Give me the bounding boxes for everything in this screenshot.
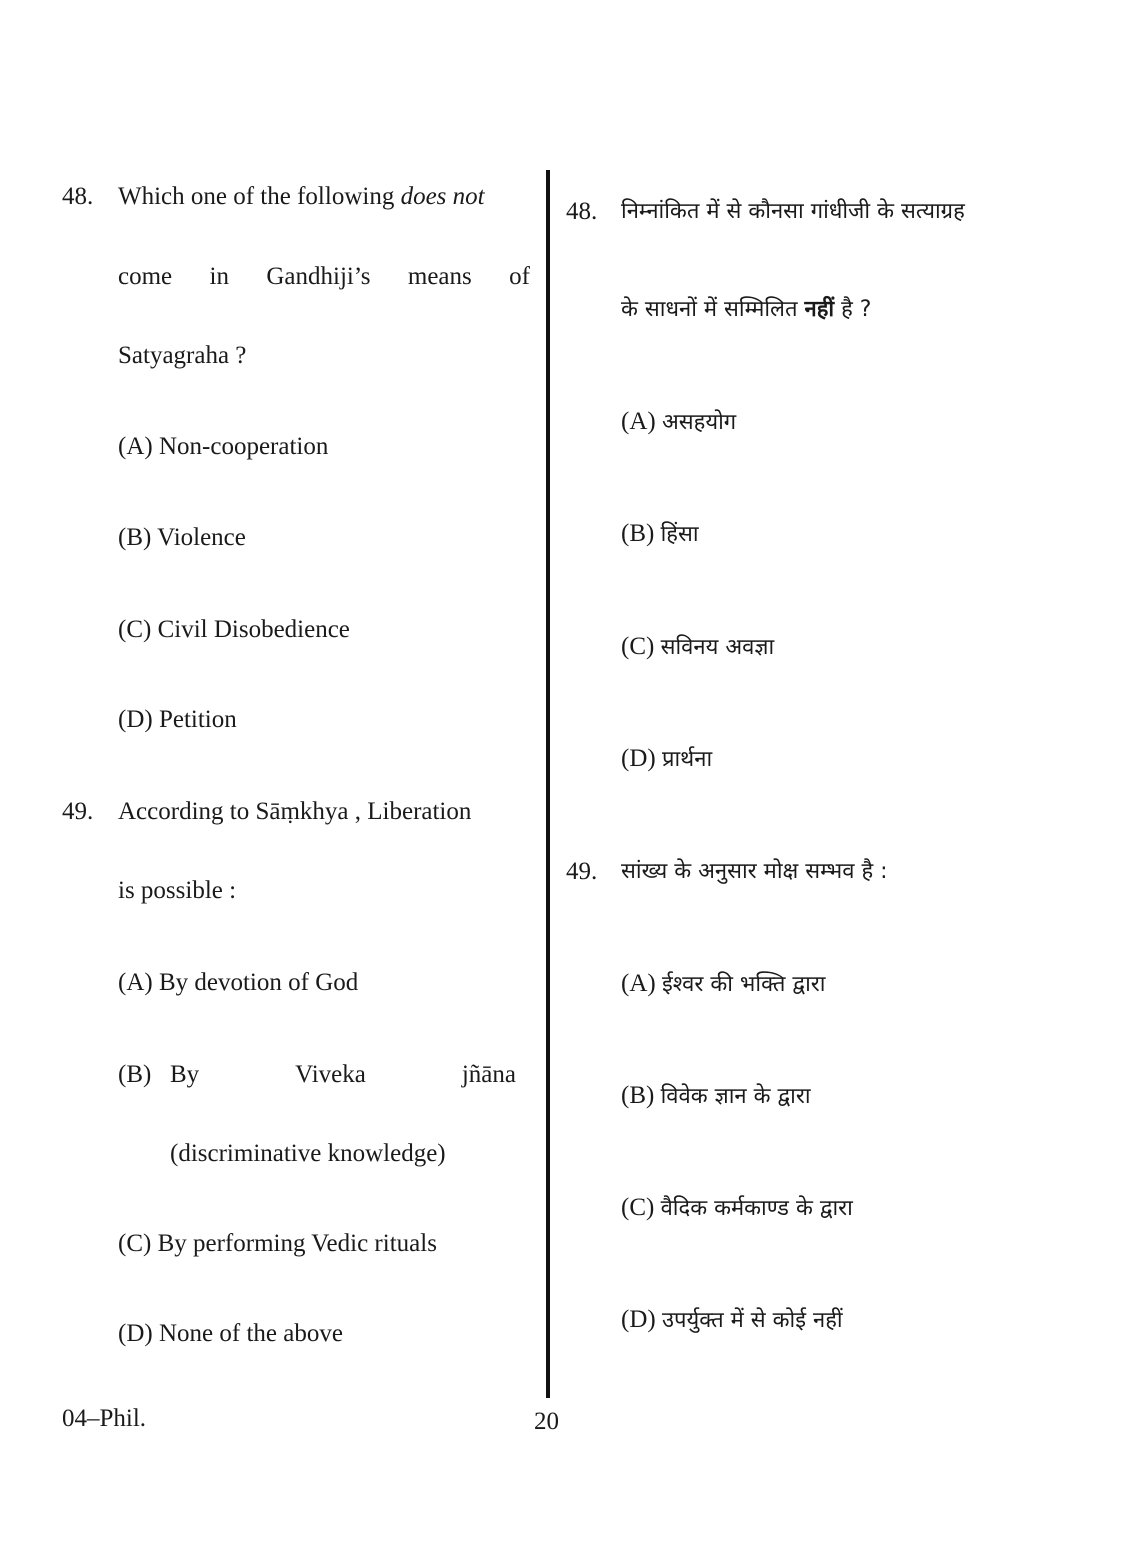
option-text: सविनय अवज्ञा	[660, 635, 775, 660]
option-text: उपर्युक्त में से कोई नहीं	[661, 1308, 843, 1333]
option-label: (C)	[118, 1230, 152, 1257]
option-text: असहयोग	[661, 410, 737, 435]
q49-stem-line2-en: is possible :	[118, 877, 237, 904]
option-label: (C)	[621, 1194, 655, 1221]
q49-number-en: 49.	[62, 798, 94, 825]
option-label: (A)	[621, 408, 656, 435]
q48-option-a-hi	[621, 407, 736, 438]
q48-stem-emphasis: does not	[400, 183, 485, 210]
q48-stem-line1-text: Which one of the following	[118, 183, 395, 210]
q48-option-d-en	[118, 705, 237, 735]
q48-option-c-en	[118, 615, 350, 645]
option-text: Non-cooperation	[158, 433, 329, 460]
option-label: (A)	[118, 433, 153, 460]
q48-number-hi: 48.	[566, 198, 598, 225]
q48-number-en: 48.	[62, 183, 94, 210]
option-text: प्रार्थना	[661, 747, 713, 772]
q48-stem-line1-en	[118, 182, 485, 212]
option-text: By devotion of God	[158, 969, 359, 996]
option-label: (B)	[621, 1082, 655, 1109]
q49-option-c-en	[118, 1229, 437, 1259]
q49-option-b-line2-en: (discriminative knowledge)	[170, 1140, 446, 1167]
q48-word: of	[509, 263, 530, 290]
q48-stem-line2-en	[118, 262, 530, 292]
option-text: Violence	[157, 524, 246, 551]
q48-stem-line2-hi	[621, 295, 871, 325]
q49-option-b-label-en: (B)	[118, 1061, 152, 1088]
option-label: (D)	[621, 745, 656, 772]
footer-page-number: 20	[534, 1408, 559, 1435]
q49-stem-line1-en: According to Sāṃkhya , Liberation	[118, 798, 472, 825]
q49-option-d-hi	[621, 1305, 843, 1336]
q49-option-b-hi	[621, 1081, 811, 1112]
option-text: हिंसा	[660, 522, 699, 547]
footer-paper-code: 04–Phil.	[62, 1405, 147, 1432]
option-text: Civil Disobedience	[157, 616, 350, 643]
q48-option-c-hi	[621, 632, 774, 663]
option-text: By performing Vedic rituals	[157, 1230, 437, 1257]
q49-number-hi: 49.	[566, 858, 598, 885]
option-text: वैदिक कर्मकाण्ड के द्वारा	[660, 1196, 853, 1221]
option-text: विवेक ज्ञान के द्वारा	[660, 1084, 811, 1109]
q48-word: come	[118, 263, 173, 290]
q48-stem-end-hi: है ?	[841, 297, 872, 322]
column-divider	[546, 170, 550, 1398]
q48-word: Gandhiji’s	[266, 263, 371, 290]
q49-option-a-hi	[621, 969, 825, 1000]
option-label: (B)	[118, 524, 152, 551]
q49-option-d-en	[118, 1319, 343, 1349]
option-label: (A)	[118, 969, 153, 996]
option-word: By	[170, 1061, 200, 1088]
option-label: (D)	[118, 706, 153, 733]
q48-word: in	[209, 263, 229, 290]
q48-stem-emphasis-hi: नहीं	[804, 297, 835, 322]
q48-stem-line3-en: Satyagraha ?	[118, 342, 247, 369]
option-text: Petition	[158, 706, 237, 733]
q48-option-a-en	[118, 432, 328, 462]
q49-option-b-line1-en	[170, 1060, 516, 1090]
q48-word: means	[407, 263, 472, 290]
option-label: (A)	[621, 970, 656, 997]
q48-option-d-hi	[621, 744, 712, 775]
q48-stem-text-hi: के साधनों में सम्मिलित	[621, 297, 798, 322]
option-word: Viveka	[295, 1061, 366, 1088]
q49-option-c-hi	[621, 1193, 853, 1224]
option-text: None of the above	[158, 1320, 343, 1347]
option-label: (B)	[621, 520, 655, 547]
option-text: ईश्वर की भक्ति द्वारा	[661, 972, 826, 997]
option-label: (D)	[118, 1320, 153, 1347]
q49-stem-line1-hi: सांख्य के अनुसार मोक्ष सम्भव है :	[621, 859, 888, 884]
option-label: (C)	[118, 616, 152, 643]
option-label: (D)	[621, 1306, 656, 1333]
option-word: jñāna	[461, 1061, 516, 1088]
q48-option-b-en	[118, 523, 246, 553]
q49-option-a-en	[118, 968, 358, 998]
q48-option-b-hi	[621, 519, 699, 550]
option-label: (C)	[621, 633, 655, 660]
q48-stem-line1-hi: निम्नांकित में से कौनसा गांधीजी के सत्याग्रह	[621, 199, 965, 224]
